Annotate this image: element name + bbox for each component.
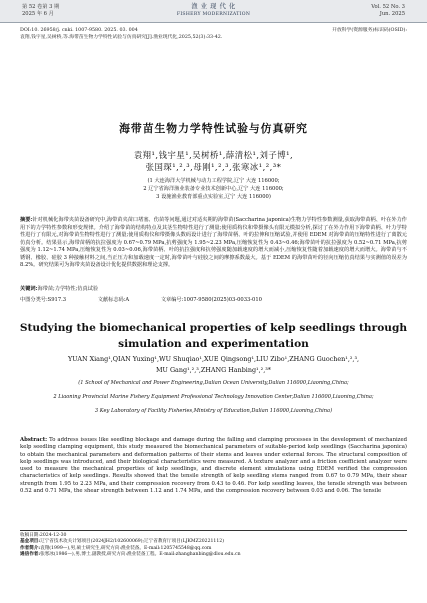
keywords-cn-label: 关键词:	[20, 286, 38, 292]
corresponding-author-line	[20, 552, 407, 558]
issue-date-en: Jun. 2025	[379, 11, 405, 17]
affiliation-cn-1: (1 大连海洋大学机械与动力工程学院,辽宁 大连 116000;	[147, 178, 280, 184]
abstract-cn-label: 摘要:	[20, 217, 33, 223]
journal-header	[0, 0, 427, 23]
classification-cn	[20, 296, 292, 303]
issue-date-cn: 2025 年 6 月	[22, 11, 54, 17]
author-bio-text: 袁翔(1999—),男,硕士研究生,研究方向:渔业装备。E-mail:1205745548@qq.com	[40, 545, 212, 551]
keywords-cn	[20, 285, 98, 292]
clc-number: 中图分类号:S917.3	[20, 297, 67, 303]
document-code: 文献标志码:A	[97, 297, 130, 303]
affiliation-cn-2: 2 辽宁省海洋渔业装备专业技术创新中心,辽宁 大连 116000;	[143, 186, 284, 192]
corresponding-author-label: 通信作者:	[20, 551, 41, 557]
footnote-divider	[20, 530, 407, 531]
footnotes	[20, 533, 407, 558]
affiliation-cn-3: 3 设施渔业教育部重点实验室,辽宁 大连 116000)	[156, 194, 271, 200]
authors-en-line1: YUAN Xiang¹,QIAN Yuxing¹,WU Shuqiao¹,XUE Qingsong¹,LIU Zibo¹,ZHANG Guochen¹,²,³,	[67, 355, 360, 363]
title-en-line1: Studying the biomechanical properties of kelp seedlings through	[19, 322, 408, 334]
received-date: 收稿日期:2024-12-30	[20, 533, 67, 538]
abstract-cn-text: 针对机械化海带夹苗设备研究中,海带苗夹苗口堵塞、伤苗等问题,通过对适夹期的海带苗(Saccharina japonica)生物力学特性参数测量,获取海带苗柄、叶在外力作用下的力学特性参数和形变规律。介绍了海带苗的结构特点及其茎生物特性进行了测量;使用质构仪和带摄像头有限元模拟分析,探讨了在外力作用下海带苗柄、叶力学特性进行了有限元,对海带苗生物特性进行了测量;使用质构仪和带摄像头数码设计进行了海带苗柄、叶的拉伸和压缩试验,并使用 EDEM 对海带苗的压缩特性进行了离散元仿真分析。结果显示,海带苗柄的抗拉强度为 0.67~0.79 MPa,抗剪强度为 1.95~2.23 MPa,压缩恢复性为 0.43~0.46;海带苗叶的抗拉强度为 0.52~0.71 MPa,抗剪强度为 1.12~1.74 MPa,压缩恢复性为 0.03~0.06,海带苗柄、叶的抗拉强度和抗剪强度随加载速度的增大而减小,压缩恢复性随着加载速度的增大而增大。海带苗与不锈钢、橡胶、硅胶 3 种接触材料之间,当正压力和加载速度一定时,海带苗叶与硅胶之间的摩擦系数最大。基于 EDEM 的海带苗叶的径向压缩仿真结果与实测值的误差为 8.2%。研究结果可为海带夹苗设备设计优化提供数据和理论支撑。	[20, 217, 407, 268]
corresponding-author-text: 张寒冰(1986—),男,博士,副教授,研究方向:渔业装备工程。E-mail:zhanghanbing@dlou.edu.cn	[40, 551, 241, 557]
article-number: 文章编号:1007-9580(2025)03-0033-010	[160, 297, 262, 303]
journal-name-cn: 渔 业 现 代 化	[191, 2, 236, 10]
abstract-en-text: To address issues like seedling blockage and damage during the falling and clamping processes in the development of mechanized kelp seedling clamping equipment, this study measured the biomechanical parameters of suitable-period kelp seedlings (Saccharina japonica) to obtain the mechanical parameters and deformation patterns of their stems and leaves under external forces. The structural composition of kelp seedlings was introduced, and their biological characteristics were measured. A texture analyzer and a friction coefficient analyzer were used to measure the mechanical properties of kelp seedlings, and discrete element simulations using EDEM verified the compression characteristics of kelp seedlings. Results showed that the tensile strength of kelp seedling stems ranged from 0.67 to 0.79 MPa, their shear strength from 1.95 to 2.23 MPa, and their compression recovery from 0.43 to 0.46. For kelp seedling leaves, the tensile strength was between 0.52 and 0.71 MPa, the shear strength between 1.12 and 1.74 MPa, and the compression recovery between 0.03 and 0.06. The tensile	[20, 437, 407, 495]
citation: 袁翔,钱宇星,吴树桥,等.海带苗生物力学特性试验与仿真研究[J].渔业现代化,2025,52(3):33-42.	[20, 35, 223, 40]
authors-cn	[0, 149, 427, 173]
authors-en-line2: MU Gang¹,²,³,ZHANG Hanbing¹,²,³*	[155, 366, 271, 374]
authors-en	[0, 354, 427, 376]
keywords-cn-text: 海带苗;力学特性;仿真试验	[37, 286, 99, 292]
title-en-line2: simulation and experimentation	[118, 338, 309, 350]
journal-name-en: FISHERY MODERNIZATION	[176, 12, 251, 17]
abstract-cn	[20, 217, 407, 270]
abstract-en	[20, 437, 407, 495]
title-cn: 海带苗生物力学特性试验与仿真研究	[119, 122, 308, 135]
affiliation-en-2: 2 Liaoning Provincial Marine Fishery Equipment Professional Technology Innovation Center,Dalian 116000,Liaoning,China;	[53, 394, 374, 400]
title-en	[0, 320, 427, 352]
authors-cn-line2: 张国琛¹,²,³,母刚¹,²,³,张寒冰¹,²,³*	[145, 162, 282, 172]
volume-issue: 第 52 卷第 3 期	[22, 4, 60, 10]
abstract-en-label: Abstract:	[20, 437, 48, 443]
author-bio-label: 作者简介:	[20, 545, 41, 551]
authors-cn-line1: 袁翔¹,钱宇星¹,吴树桥¹,薛清松¹,刘子博¹,	[133, 150, 294, 160]
affiliation-en-1: (1 School of Mechanical and Power Engineering,Dalian Ocean University,Dalian 116000,Liaoning,China;	[78, 380, 349, 386]
osid-label: 开放科学(资源服务)标识码(OSID):	[332, 28, 407, 33]
fund-text: 辽宁省技术攻关计划项目(2024JH2/102600069);辽宁省教育厅项目(LJKMZ20221112)	[40, 539, 224, 545]
fund-label: 基金项目:	[20, 539, 41, 545]
doi: DOI:10. 26958/j. cnki. 1007-9580. 2025. 03. 004	[20, 28, 138, 33]
volume-issue-en: Vol. 52 No. 3	[371, 4, 405, 10]
affiliation-en-3: 3 Key Laboratory of Facility Fisheries,Ministry of Education,Dalian 116000,Liaoning,China)	[94, 408, 333, 414]
